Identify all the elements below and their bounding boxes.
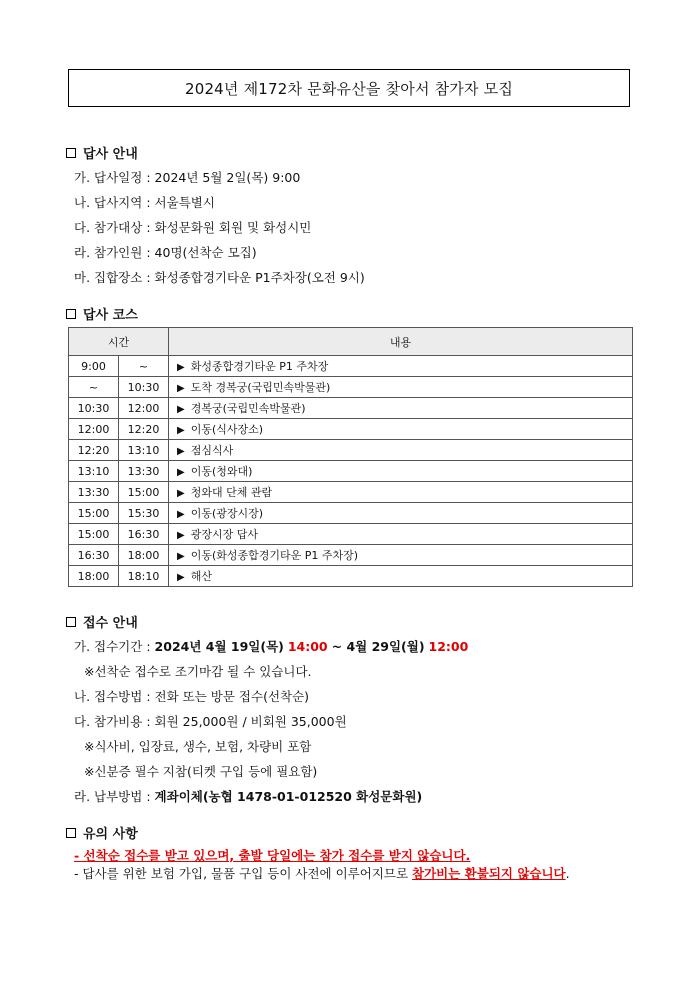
play-arrow-icon: ▶: [177, 404, 185, 415]
content-text: 이동(식사장소): [190, 423, 264, 436]
section-heading-course: [66, 304, 138, 323]
colon: :: [146, 789, 151, 804]
end-time: 12:20: [119, 419, 169, 440]
note-id-required: ※신분증 필수 지참(티켓 구입 등에 필요함): [84, 764, 318, 779]
colon: :: [146, 245, 151, 260]
notice-no-same-day: - 선착순 접수를 받고 있으며, 출발 당일에는 참가 접수를 받지 않습니다.: [74, 848, 471, 863]
section-heading-notices: [66, 823, 138, 842]
colon: :: [146, 220, 151, 235]
table-row: [69, 566, 633, 587]
section-heading-registration: [66, 612, 138, 631]
notice-period: .: [565, 866, 570, 881]
content-text: 청와대 단체 관람: [190, 486, 273, 499]
table-row: [69, 419, 633, 440]
info-value: 회원 25,000원 / 비회원 35,000원: [154, 714, 347, 729]
info-value: 화성종합경기타운 P1주차장(오전 9시): [154, 270, 365, 285]
colon: :: [146, 195, 151, 210]
start-time: 10:30: [69, 398, 119, 419]
content-cell: [169, 566, 633, 587]
end-time: 13:10: [119, 440, 169, 461]
content-cell: [169, 461, 633, 482]
info-value: 2024년 5월 2일(목) 9:00: [154, 170, 301, 185]
info-key: 나. 접수방법: [74, 689, 143, 704]
end-time: ~: [119, 356, 169, 377]
note-fee-includes: ※식사비, 입장료, 생수, 보험, 차량비 포함: [84, 739, 312, 754]
colon: :: [146, 170, 151, 185]
info-value: 계좌이체(농협 1478-01-012520 화성문화원): [154, 789, 423, 804]
play-arrow-icon: ▶: [177, 467, 185, 478]
play-arrow-icon: ▶: [177, 425, 185, 436]
play-arrow-icon: ▶: [177, 509, 185, 520]
info-capacity: [74, 243, 257, 261]
content-text: 이동(청와대): [190, 465, 253, 478]
end-time: 13:30: [119, 461, 169, 482]
content-cell: [169, 482, 633, 503]
content-text: 광장시장 답사: [190, 528, 258, 541]
start-time: 15:00: [69, 503, 119, 524]
table-row: [69, 461, 633, 482]
checkbox-square-icon: [66, 617, 76, 627]
table-row: [69, 356, 633, 377]
notice-emphasis: 참가비는 환불되지 않습니다: [412, 866, 566, 881]
section-heading-label: 답사 코스: [83, 308, 138, 323]
info-value: 40명(선착순 모집): [154, 245, 257, 260]
section-heading-label: 답사 안내: [83, 147, 138, 162]
content-cell: [169, 440, 633, 461]
play-arrow-icon: ▶: [177, 488, 185, 499]
payment-method: [74, 787, 422, 805]
start-time: 9:00: [69, 356, 119, 377]
info-key: 라. 참가인원: [74, 245, 143, 260]
play-arrow-icon: ▶: [177, 572, 185, 583]
info-key: 마. 집합장소: [74, 270, 143, 285]
end-time: 18:00: [119, 545, 169, 566]
page-title: 2024년 제172차 문화유산을 찾아서 참가자 모집: [68, 69, 630, 107]
info-value: 화성문화원 회원 및 화성시민: [154, 220, 312, 235]
registration-fee: [74, 712, 347, 730]
header-time: 시간: [69, 328, 169, 356]
start-time: 15:00: [69, 524, 119, 545]
content-text: 도착 경복궁(국립민속박물관): [190, 381, 331, 394]
content-text: 경복궁(국립민속박물관): [190, 402, 306, 415]
period-start-time: 14:00: [287, 639, 328, 654]
play-arrow-icon: ▶: [177, 551, 185, 562]
start-time: 16:30: [69, 545, 119, 566]
colon: :: [146, 639, 151, 654]
table-row: [69, 545, 633, 566]
start-time: 13:10: [69, 461, 119, 482]
table-row: [69, 524, 633, 545]
content-cell: [169, 377, 633, 398]
content-cell: [169, 545, 633, 566]
content-cell: [169, 419, 633, 440]
table-row: [69, 503, 633, 524]
period-end-date: ~ 4월 29일(월): [331, 639, 425, 654]
content-text: 해산: [190, 570, 212, 583]
section-heading-label: 접수 안내: [83, 616, 138, 631]
play-arrow-icon: ▶: [177, 362, 185, 373]
info-key: 나. 답사지역: [74, 195, 143, 210]
content-text: 이동(화성종합경기타운 P1 주차장): [190, 549, 359, 562]
notice-no-refund: [74, 864, 570, 882]
info-key: 가. 접수기간: [74, 639, 143, 654]
period-end-time: 12:00: [428, 639, 469, 654]
info-key: 가. 답사일정: [74, 170, 143, 185]
info-key: 라. 납부방법: [74, 789, 143, 804]
colon: :: [146, 270, 151, 285]
info-key: 다. 참가대상: [74, 220, 143, 235]
content-text: 점심식사: [190, 444, 234, 457]
content-cell: [169, 503, 633, 524]
registration-period: [74, 637, 468, 655]
end-time: 15:30: [119, 503, 169, 524]
end-time: 15:00: [119, 482, 169, 503]
table-row: [69, 398, 633, 419]
section-heading-tour-info: [66, 143, 138, 162]
table-header-row: [69, 328, 633, 356]
colon: :: [146, 689, 151, 704]
play-arrow-icon: ▶: [177, 530, 185, 541]
play-arrow-icon: ▶: [177, 446, 185, 457]
notice-text: - 답사를 위한 보험 가입, 물품 구입 등이 사전에 이루어지므로: [74, 866, 409, 881]
start-time: ~: [69, 377, 119, 398]
checkbox-square-icon: [66, 148, 76, 158]
content-cell: [169, 524, 633, 545]
start-time: 18:00: [69, 566, 119, 587]
header-content: 내용: [169, 328, 633, 356]
table-row: [69, 440, 633, 461]
end-time: 18:10: [119, 566, 169, 587]
checkbox-square-icon: [66, 828, 76, 838]
start-time: 12:20: [69, 440, 119, 461]
end-time: 10:30: [119, 377, 169, 398]
period-start-date: 2024년 4월 19일(목): [154, 639, 284, 654]
info-meeting-place: [74, 268, 365, 286]
info-key: 다. 참가비용: [74, 714, 143, 729]
content-cell: [169, 398, 633, 419]
colon: :: [146, 714, 151, 729]
table-row: [69, 377, 633, 398]
course-table: [68, 327, 633, 587]
content-text: 화성종합경기타운 P1 주차장: [190, 360, 329, 373]
section-heading-label: 유의 사항: [83, 827, 138, 842]
end-time: 12:00: [119, 398, 169, 419]
note-early-close: ※선착순 접수로 조기마감 될 수 있습니다.: [84, 664, 312, 679]
info-region: [74, 193, 215, 211]
content-text: 이동(광장시장): [190, 507, 264, 520]
table-row: [69, 482, 633, 503]
checkbox-square-icon: [66, 309, 76, 319]
info-value: 전화 또는 방문 접수(선착순): [154, 689, 310, 704]
start-time: 13:30: [69, 482, 119, 503]
info-value: 서울특별시: [154, 195, 215, 210]
start-time: 12:00: [69, 419, 119, 440]
registration-method: [74, 687, 309, 705]
info-target: [74, 218, 311, 236]
play-arrow-icon: ▶: [177, 383, 185, 394]
end-time: 16:30: [119, 524, 169, 545]
content-cell: [169, 356, 633, 377]
info-date: [74, 168, 300, 186]
